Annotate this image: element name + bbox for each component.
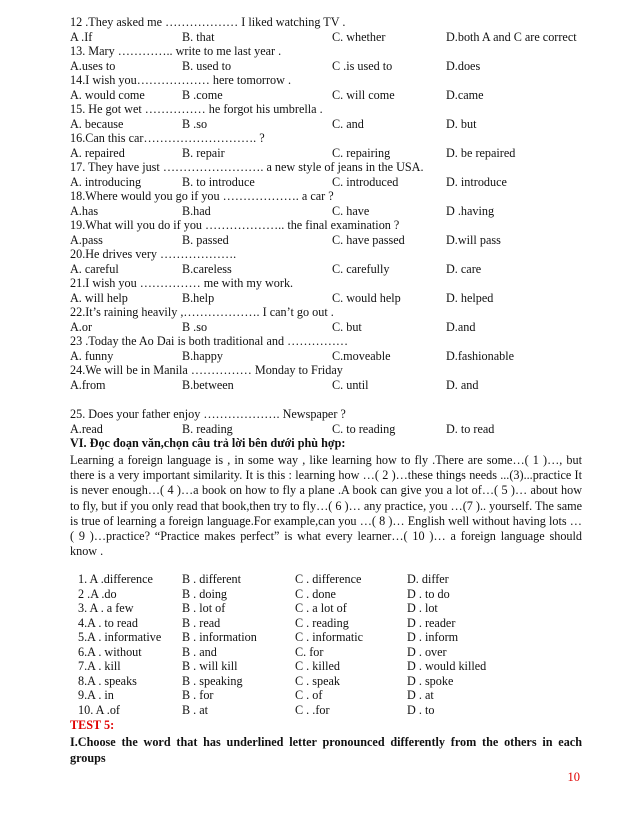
choice-option-b: B . will kill	[182, 659, 238, 674]
question-item	[70, 44, 582, 73]
choice-row	[70, 601, 582, 616]
choice-option-c: C . of	[295, 688, 323, 703]
option-b: B. reading	[182, 421, 233, 436]
choice-option-d: D . inform	[407, 630, 459, 645]
option-d: D.does	[446, 58, 481, 73]
choice-option-a: 5.A . informative	[78, 630, 162, 645]
option-c: C.moveable	[332, 348, 391, 363]
option-b: B.had	[182, 203, 211, 218]
question-list	[70, 15, 582, 392]
option-b: B. to introduce	[182, 174, 255, 189]
option-d: D. helped	[446, 290, 494, 305]
choice-option-c: C . difference	[295, 572, 362, 587]
option-c: C. but	[332, 319, 362, 334]
answer-options	[70, 146, 582, 161]
option-b: B.careless	[182, 261, 232, 276]
question-stem: 14.I wish you……………… here tomorrow .	[70, 73, 292, 87]
choice-option-c: C. for	[295, 644, 324, 659]
answer-options	[70, 378, 582, 393]
question-stem: 23 .Today the Ao Dai is both traditional and ……………	[70, 334, 349, 348]
question-item	[70, 73, 582, 102]
option-c: C .is used to	[332, 58, 393, 73]
choice-row	[70, 674, 582, 689]
option-d: D.fashionable	[446, 348, 515, 363]
answer-options	[70, 30, 582, 45]
option-d: D.came	[446, 87, 484, 102]
option-b: B.happy	[182, 348, 223, 363]
choice-option-d: D . over	[407, 644, 447, 659]
option-a: A. funny	[70, 348, 114, 363]
question-item	[70, 131, 582, 160]
choice-option-b: B . and	[182, 644, 217, 659]
choice-option-c: C . informatic	[295, 630, 364, 645]
question-item	[70, 276, 582, 305]
option-b: B. that	[182, 29, 215, 44]
choice-row	[70, 572, 582, 587]
option-b: B .so	[182, 116, 208, 131]
choice-row	[70, 630, 582, 645]
option-d: D.and	[446, 319, 476, 334]
option-a: A.from	[70, 377, 106, 392]
answer-options	[70, 59, 582, 74]
choice-option-d: D . would killed	[407, 659, 487, 674]
option-a: A. introducing	[70, 174, 142, 189]
option-a: A. repaired	[70, 145, 125, 160]
choice-option-c: C . reading	[295, 615, 349, 630]
choice-option-c: C . killed	[295, 659, 341, 674]
option-b: B. passed	[182, 232, 229, 247]
choice-option-c: C . done	[295, 586, 336, 601]
answer-options	[70, 422, 582, 437]
question-stem: 15. He got wet …………… he forgot his umbrella .	[70, 102, 323, 116]
option-d: D. but	[446, 116, 477, 131]
choice-option-d: D . to	[407, 702, 435, 717]
choice-option-d: D . spoke	[407, 673, 454, 688]
option-c: C. will come	[332, 87, 395, 102]
spacer	[70, 392, 582, 407]
option-c: C. carefully	[332, 261, 390, 276]
question-stem: 25. Does your father enjoy ………………. Newspaper ?	[70, 407, 346, 421]
choice-option-b: B . at	[182, 702, 209, 717]
question-stem: 18.Where would you go if you ………………. a car ?	[70, 189, 334, 203]
question-item	[70, 363, 582, 392]
choice-row	[70, 616, 582, 631]
choice-option-b: B . for	[182, 688, 214, 703]
answer-options	[70, 320, 582, 335]
option-c: C. to reading	[332, 421, 396, 436]
test-5-title: TEST 5:	[70, 718, 115, 733]
question-stem: 13. Mary ………….. write to me last year .	[70, 44, 282, 58]
option-b: B .come	[182, 87, 223, 102]
choice-option-a: 8.A . speaks	[78, 673, 137, 688]
question-item	[70, 247, 582, 276]
question-item	[70, 218, 582, 247]
question-item	[70, 160, 582, 189]
choice-option-d: D . reader	[407, 615, 456, 630]
question-stem: 22.It’s raining heavily ,………………. I can’t go out .	[70, 305, 334, 319]
test-5-instruction: I.Choose the word that has underlined letter pronounced differently from the others in each groups	[70, 735, 582, 765]
answer-options	[70, 175, 582, 190]
choice-row	[70, 587, 582, 602]
option-b: B .so	[182, 319, 208, 334]
option-c: C. have	[332, 203, 370, 218]
choice-row	[70, 659, 582, 674]
section-6-title: VI. Đọc đoạn văn,chọn câu trả lời bên dưới phù hợp:	[70, 436, 346, 450]
option-c: C. until	[332, 377, 369, 392]
option-a: A. will help	[70, 290, 128, 305]
option-d: D. be repaired	[446, 145, 516, 160]
answer-options	[70, 117, 582, 132]
option-d: D.both A and C are correct	[446, 29, 577, 44]
option-b: B.help	[182, 290, 215, 305]
choice-option-d: D . to do	[407, 586, 450, 601]
answer-options	[70, 262, 582, 277]
choice-option-a: 9.A . in	[78, 688, 114, 703]
choice-option-a: 10. A .of	[78, 702, 120, 717]
choice-option-a: 1. A .difference	[78, 572, 153, 587]
choice-option-c: C . speak	[295, 673, 341, 688]
question-stem: 12 .They asked me ……………… I liked watching TV .	[70, 15, 346, 29]
question-25	[70, 407, 582, 436]
choice-option-a: 7.A . kill	[78, 659, 121, 674]
page-number: 10	[567, 770, 580, 784]
question-stem: 19.What will you do if you ……………….. the final examination ?	[70, 218, 400, 232]
option-a: A.read	[70, 421, 103, 436]
option-d: D. care	[446, 261, 482, 276]
question-stem: 16.Can this car………………………. ?	[70, 131, 265, 145]
answer-options	[70, 349, 582, 364]
question-stem: 24.We will be in Manila …………… Monday to Friday	[70, 363, 343, 377]
cloze-choice-list	[70, 572, 582, 717]
option-c: C. would help	[332, 290, 401, 305]
choice-option-b: B . read	[182, 615, 221, 630]
choice-option-d: D . lot	[407, 601, 438, 616]
choice-option-d: D . at	[407, 688, 434, 703]
choice-option-a: 4.A . to read	[78, 615, 138, 630]
option-c: C. and	[332, 116, 364, 131]
option-a: A.uses to	[70, 58, 116, 73]
choice-option-b: B . different	[182, 572, 242, 587]
option-a: A.pass	[70, 232, 103, 247]
question-item	[70, 102, 582, 131]
option-b: B. repair	[182, 145, 225, 160]
option-d: D.will pass	[446, 232, 501, 247]
answer-options	[70, 204, 582, 219]
option-b: B. used to	[182, 58, 232, 73]
option-c: C. have passed	[332, 232, 405, 247]
choice-option-a: 3. A . a few	[78, 601, 134, 616]
answer-options	[70, 233, 582, 248]
option-b: B.between	[182, 377, 234, 392]
choice-option-b: B . lot of	[182, 601, 226, 616]
answer-options	[70, 291, 582, 306]
choice-option-d: D. differ	[407, 572, 449, 587]
choice-row	[70, 688, 582, 703]
option-a: A. careful	[70, 261, 119, 276]
option-a: A. would come	[70, 87, 145, 102]
option-a: A .If	[70, 29, 93, 44]
reading-passage: Learning a foreign language is , in some way , like learning how to fly .There are some…( 1 )…, but there is a very important similarity. It is this : learning how …( 2 )…these things needs ...(3)...practice It is never enough…( 4 )…a book on how to fly a plane .A book can give you a lot of…( 5 )… about how to fly, but if you only read that book,then try to fly…( 6 )… any practice, you …(7 ).. yourself. The same is true of learning a foreign language.For example,can you …( 8 )… English well without having lots …( 9 )…practice? “Practice makes perfect” is what every learner…( 10 )… a foreign language should know .	[70, 453, 582, 559]
choice-option-b: B . speaking	[182, 673, 243, 688]
choice-option-a: 6.A . without	[78, 644, 142, 659]
option-a: A. because	[70, 116, 124, 131]
option-a: A.has	[70, 203, 99, 218]
option-d: D. and	[446, 377, 479, 392]
choice-option-b: B . information	[182, 630, 257, 645]
choice-row	[70, 645, 582, 660]
choice-option-c: C . a lot of	[295, 601, 347, 616]
question-item	[70, 334, 582, 363]
question-item	[70, 15, 582, 44]
question-item	[70, 189, 582, 218]
option-d: D. to read	[446, 421, 495, 436]
question-item	[70, 305, 582, 334]
option-d: D. introduce	[446, 174, 507, 189]
answer-options	[70, 88, 582, 103]
choice-option-a: 2 .A .do	[78, 586, 117, 601]
choice-row	[70, 703, 582, 718]
question-stem: 20.He drives very ……………….	[70, 247, 237, 261]
question-stem: 17. They have just ……………………. a new style of jeans in the USA.	[70, 160, 424, 174]
option-c: C. repairing	[332, 145, 391, 160]
option-d: D .having	[446, 203, 495, 218]
choice-option-c: C . .for	[295, 702, 330, 717]
option-a: A.or	[70, 319, 93, 334]
question-stem: 21.I wish you …………… me with my work.	[70, 276, 294, 290]
option-c: C. introduced	[332, 174, 399, 189]
choice-option-b: B . doing	[182, 586, 228, 601]
option-c: C. whether	[332, 29, 386, 44]
